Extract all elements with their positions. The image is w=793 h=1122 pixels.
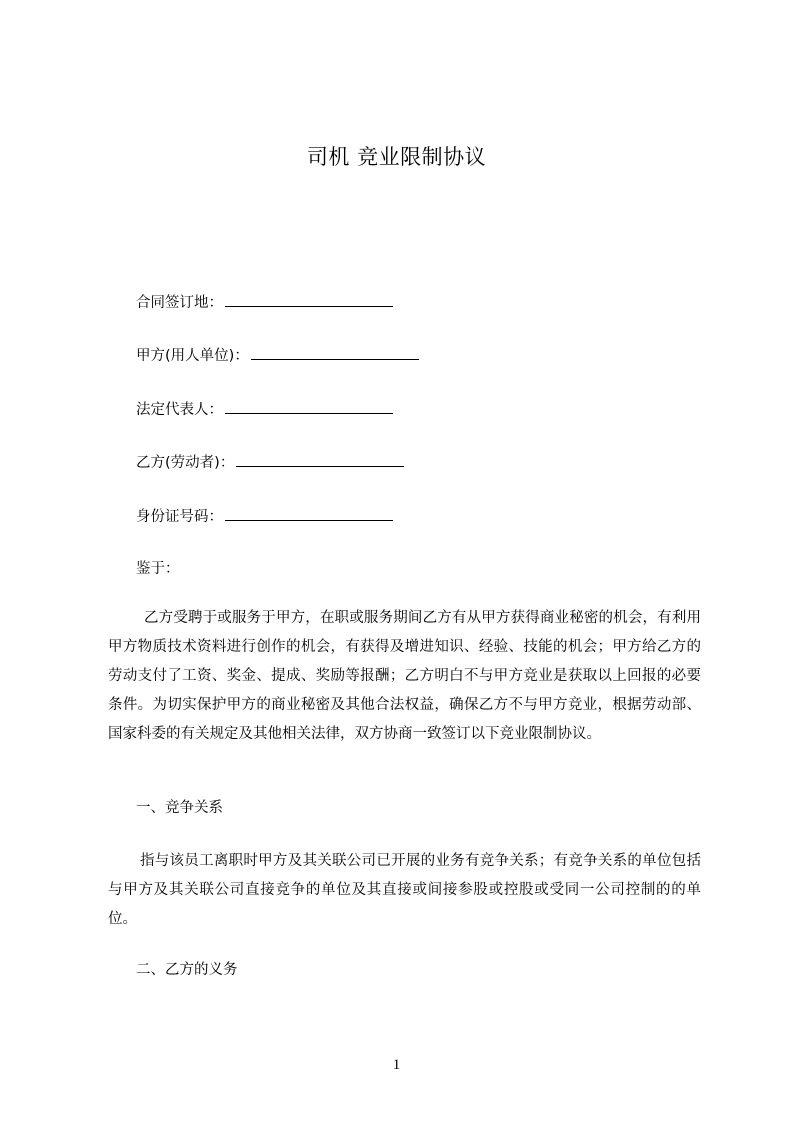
whereas-label: 鉴于：: [136, 561, 180, 577]
field-label: 乙方(劳动者)：: [136, 455, 235, 471]
page-number: 1: [392, 1057, 401, 1073]
field-label: 法定代表人：: [136, 402, 223, 418]
field-legal-representative: [136, 400, 393, 420]
party-b-blank[interactable]: [236, 453, 404, 467]
field-label: 合同签订地：: [136, 295, 223, 311]
field-label: 甲方(用人单位)：: [136, 348, 249, 364]
party-a-blank[interactable]: [251, 346, 419, 360]
field-label: 身份证号码：: [136, 509, 223, 525]
document-title: 司机 竞业限制协议: [306, 145, 487, 169]
intro-paragraph: 乙方受聘于或服务于甲方，在职或服务期间乙方有从甲方获得商业秘密的机会，有利用甲方物质技术资料进行创作的机会，有获得及增进知识、经验、技能的机会；甲方给乙方的劳动支付了工资、奖金、提成、奖励等报酬；乙方明白不与甲方竞业是获取以上回报的必要条件。为切实保护甲方的商业秘密及其他合法权益，确保乙方不与甲方竞业，根据劳动部、国家科委的有关规定及其他相关法律，双方协商一致签订以下竞业限制协议。: [108, 610, 701, 742]
field-signing-place: [136, 293, 393, 313]
section-1-heading: 一、竞争关系: [136, 800, 223, 816]
section-2-heading: 二、乙方的义务: [136, 962, 238, 978]
signing-place-blank[interactable]: [225, 293, 393, 307]
id-number-blank[interactable]: [225, 507, 393, 521]
legal-representative-blank[interactable]: [225, 400, 393, 414]
field-id-number: [136, 507, 393, 527]
section-1-body: 指与该员工离职时甲方及其关联公司已开展的业务有竞争关系；有竞争关系的单位包括与甲方及其关联公司直接竞争的单位及其直接或间接参股或控股或受同一公司控制的的单位。: [108, 853, 701, 927]
field-party-b: [136, 453, 404, 473]
field-party-a: [136, 346, 419, 366]
